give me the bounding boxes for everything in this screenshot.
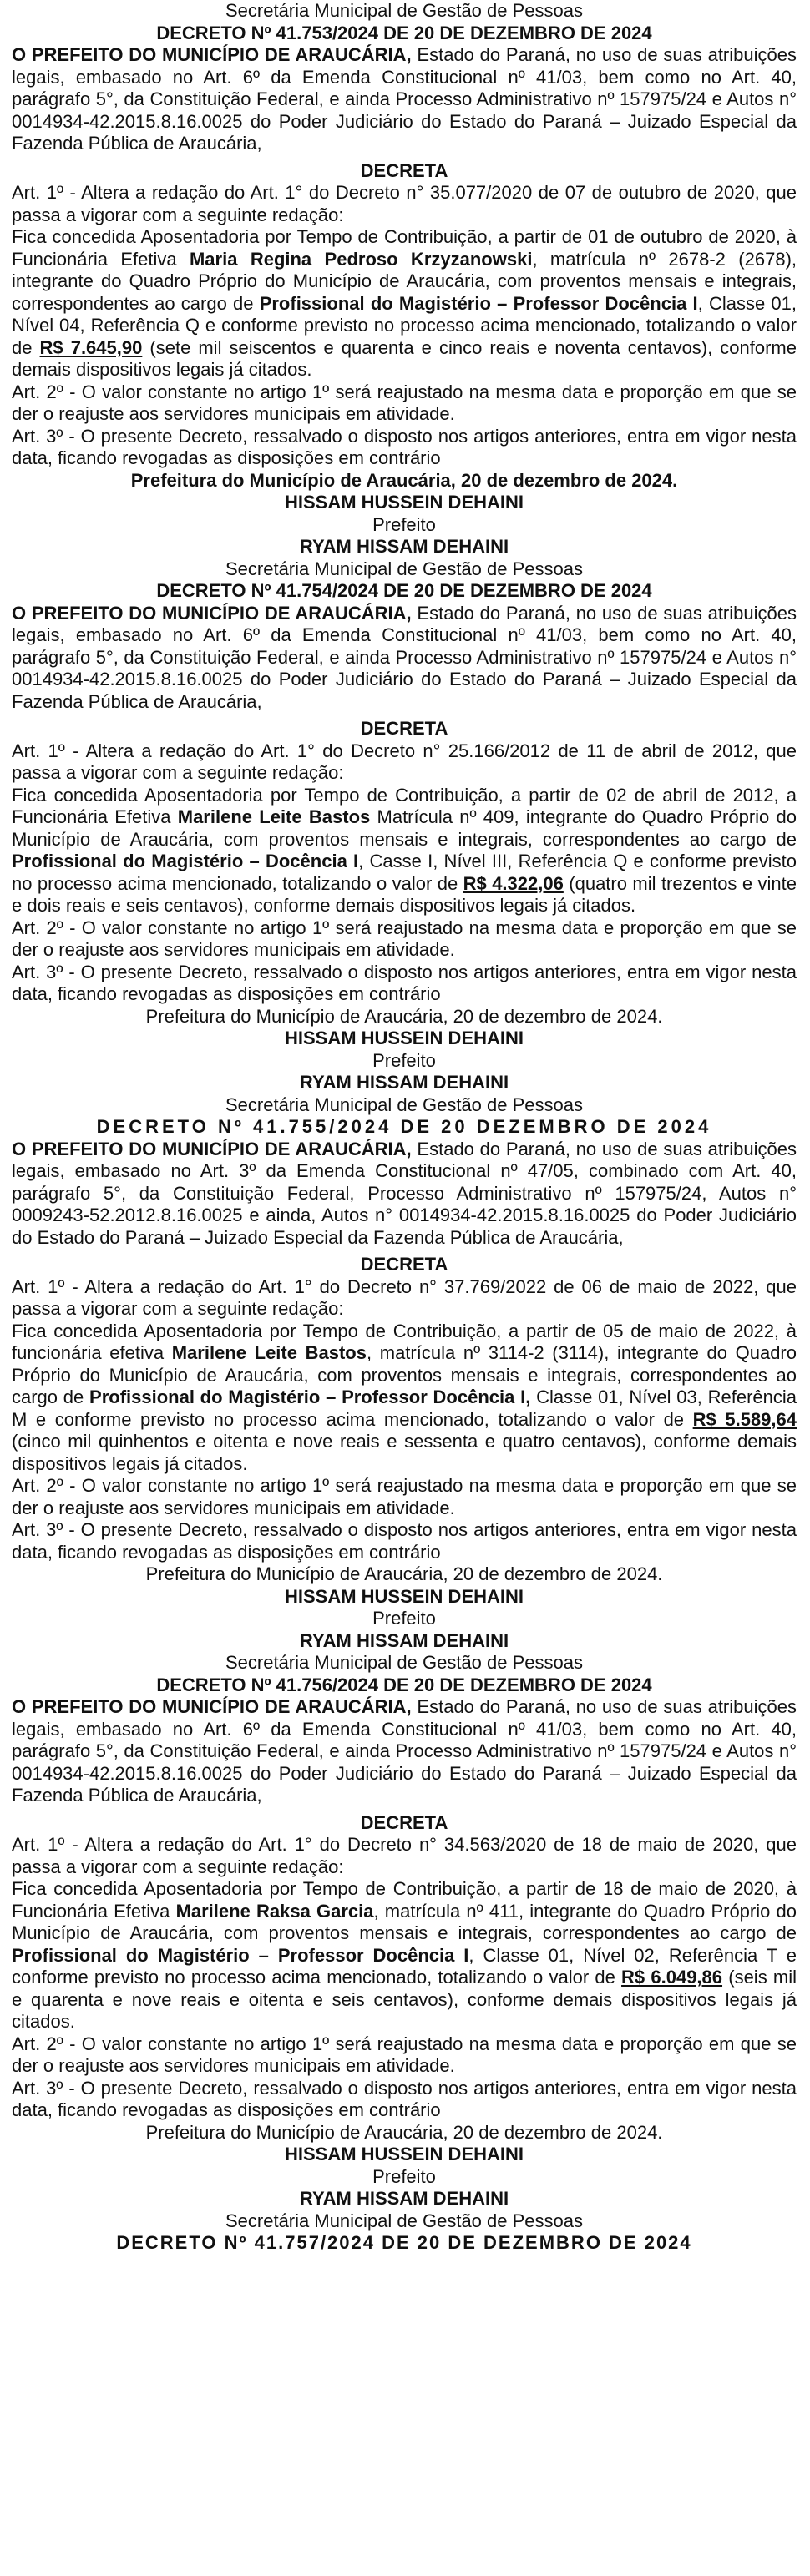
decree-next-partial	[12, 2210, 797, 2255]
article-3: Art. 3º - O presente Decreto, ressalvado o disposto nos artigos anteriores, entra em vigor nesta data, ficando revogadas as disposições em contrário	[12, 1519, 797, 1563]
body-part: Fica concedida Aposentadoria por Tempo de Contribuição, a partir de 02 de abril de 2012, a Funcionária Efetiva	[12, 784, 797, 827]
job-title: Profissional do Magistério – Professor Docência I	[12, 1944, 469, 1966]
article-1: Art. 1º - Altera a redação do Art. 1° do Decreto n° 34.563/2020 de 18 de maio de 2020, que passa a vigorar com a seguinte redação:	[12, 1834, 797, 1877]
secretary-name: RYAM HISSAM DEHAINI	[299, 536, 509, 557]
mayor-name: HISSAM HUSSEIN DEHAINI	[284, 1028, 524, 1048]
body-part: (cinco mil quinhentos e oitenta e nove reais e sessenta e quatro centavos), conforme demais dispositivos legais já citados.	[12, 1431, 797, 1474]
amount: R$ 7.645,90	[39, 336, 143, 358]
body-part: , matrícula nº 2678-2 (2678), integrante do Quadro Próprio do Município de Araucária, com proventos mensais e integrais, correspondentes ao cargo de	[12, 248, 797, 314]
decreta-heading: DECRETA	[360, 1811, 448, 1833]
article-1: Art. 1º - Altera a redação do Art. 1° do Decreto n° 35.077/2020 de 07 de outubro de 2020, que passa a vigorar com a seguinte redação:	[12, 182, 797, 225]
preamble-mayor: O PREFEITO DO MUNICÍPIO DE ARAUCÁRIA,	[12, 1138, 412, 1159]
decreta-heading: DECRETA	[360, 1254, 448, 1275]
body-part: Classe 01, Nível 03, Referência M e conforme previsto no processo acima mencionado, totalizando o valor de	[12, 1386, 797, 1430]
body-part: , Casse I, Nível III, Referência Q e conforme previsto no processo acima mencionado, totalizando o valor de	[12, 851, 797, 894]
place-date: Prefeitura do Município de Araucária, 20 de dezembro de 2024.	[145, 2121, 663, 2143]
decree-41753	[12, 0, 797, 558]
secretaria-header: Secretária Municipal de Gestão de Pessoas	[225, 1652, 583, 1673]
body-part: Fica concedida Aposentadoria por Tempo de Contribuição, a partir de 01 de outubro de 2020, à Funcionária Efetiva	[12, 226, 797, 270]
article-2: Art. 2º - O valor constante no artigo 1º será reajustado na mesma data e proporção em que se der o reajuste aos servidores municipais em atividade.	[12, 2033, 797, 2076]
preamble	[12, 44, 797, 155]
preamble-mayor: O PREFEITO DO MUNICÍPIO DE ARAUCÁRIA,	[12, 1696, 412, 1717]
article-1-body	[12, 1321, 797, 1476]
decree-title: DECRETO Nº 41.756/2024 DE 20 DE DEZEMBRO DE 2024	[156, 1674, 652, 1695]
preamble-text: Estado do Paraná, no uso de suas atribuições legais, embasado no Art. 6º da Emenda Constitucional nº 41/03, bem como no Art. 40, parágrafo 5°, da Constituição Federal, e ainda Processo Administrativo nº 157975/24 e Autos n° 0014934-42.2015.8.16.0025 do Poder Judiciário do Estado do Paraná – Juizado Especial da Fazenda Pública de Araucária,	[12, 602, 797, 712]
preamble	[12, 603, 797, 714]
body-part: Matrícula nº 409, integrante do Quadro Próprio do Município de Araucária, com proventos mensais e integrais, correspondentes ao cargo de	[12, 806, 797, 850]
article-1: Art. 1º - Altera a redação do Art. 1° do Decreto n° 37.769/2022 de 06 de maio de 2022, que passa a vigorar com a seguinte redação:	[12, 1275, 797, 1319]
preamble-mayor: O PREFEITO DO MUNICÍPIO DE ARAUCÁRIA,	[12, 602, 412, 624]
employee-name: Marilene Leite Bastos	[171, 1342, 367, 1363]
mayor-title: Prefeito	[372, 2165, 436, 2187]
secretaria-header: Secretária Municipal de Gestão de Pessoas	[225, 558, 583, 579]
body-part: (seis mil e quarenta e nove reais e oitenta e seis centavos), conforme demais dispositivos legais já citados.	[12, 1967, 797, 2032]
body-part: Fica concedida Aposentadoria por Tempo de Contribuição, a partir de 18 de maio de 2020, à Funcionária Efetiva	[12, 1878, 797, 1922]
preamble-mayor: O PREFEITO DO MUNICÍPIO DE ARAUCÁRIA,	[12, 44, 412, 65]
article-3: Art. 3º - O presente Decreto, ressalvado o disposto nos artigos anteriores, entra em vigor nesta data, ficando revogadas as disposições em contrário	[12, 425, 797, 468]
mayor-title: Prefeito	[372, 1049, 436, 1071]
decreta-heading: DECRETA	[360, 159, 448, 181]
mayor-title: Prefeito	[372, 513, 436, 535]
article-3: Art. 3º - O presente Decreto, ressalvado o disposto nos artigos anteriores, entra em vigor nesta data, ficando revogadas as disposições em contrário	[12, 961, 797, 1004]
article-1-body	[12, 1878, 797, 2033]
body-part: , Classe 01, Nível 02, Referência T e conforme previsto no processo acima mencionado, totalizando o valor de	[12, 1944, 797, 1988]
job-title: Profissional do Magistério – Professor Docência I	[259, 292, 698, 314]
amount: R$ 6.049,86	[621, 1967, 723, 1988]
decree-41756	[12, 1652, 797, 2210]
amount: R$ 5.589,64	[692, 1408, 797, 1430]
secretary-name: RYAM HISSAM DEHAINI	[299, 1629, 509, 1651]
decree-title: DECRETO Nº 41.757/2024 DE 20 DE DEZEMBRO DE 2024	[116, 2232, 692, 2253]
mayor-name: HISSAM HUSSEIN DEHAINI	[284, 2144, 524, 2164]
body-part: , matrícula nº 411, integrante do Quadro Próprio do Município de Araucária, com proventos mensais e integrais, correspondentes ao cargo de	[12, 1900, 797, 1943]
secretary-name: RYAM HISSAM DEHAINI	[299, 2188, 509, 2209]
decreta-heading: DECRETA	[360, 718, 448, 739]
decree-41754	[12, 558, 797, 1094]
secretaria-header: Secretária Municipal de Gestão de Pessoas	[225, 1094, 583, 1115]
amount: R$ 4.322,06	[463, 872, 564, 894]
place-date: Prefeitura do Município de Araucária, 20 de dezembro de 2024.	[130, 469, 678, 491]
article-2: Art. 2º - O valor constante no artigo 1º será reajustado na mesma data e proporção em que se der o reajuste aos servidores municipais em atividade.	[12, 917, 797, 960]
decree-title: DECRETO Nº 41.755/2024 DE 20 DEZEMBRO DE 2024	[96, 1116, 712, 1137]
decree-title: DECRETO Nº 41.754/2024 DE 20 DE DEZEMBRO DE 2024	[156, 580, 652, 601]
preamble	[12, 1696, 797, 1807]
body-part: , Classe 01, Nível 04, Referência Q e conforme previsto no processo acima mencionado, totalizando o valor de	[12, 292, 797, 358]
preamble	[12, 1139, 797, 1250]
secretary-name: RYAM HISSAM DEHAINI	[299, 1072, 509, 1093]
decree-title: DECRETO Nº 41.753/2024 DE 20 DE DEZEMBRO DE 2024	[156, 22, 652, 43]
secretaria-header: Secretária Municipal de Gestão de Pessoas	[225, 2210, 583, 2231]
employee-name: Marilene Leite Bastos	[177, 806, 371, 827]
employee-name: Maria Regina Pedroso Krzyzanowski	[189, 248, 533, 270]
place-date: Prefeitura do Município de Araucária, 20 de dezembro de 2024.	[145, 1005, 663, 1027]
article-2: Art. 2º - O valor constante no artigo 1º será reajustado na mesma data e proporção em que se der o reajuste aos servidores municipais em atividade.	[12, 381, 797, 424]
body-part: Fica concedida Aposentadoria por Tempo de Contribuição, a partir de 05 de maio de 2022, à funcionária efetiva	[12, 1320, 797, 1363]
article-2: Art. 2º - O valor constante no artigo 1º será reajustado na mesma data e proporção em que se der o reajuste aos servidores municipais em atividade.	[12, 1475, 797, 1518]
article-1-body	[12, 785, 797, 917]
mayor-title: Prefeito	[372, 1608, 436, 1629]
preamble-text: Estado do Paraná, no uso de suas atribuições legais, embasado no Art. 6º da Emenda Constitucional nº 41/03, bem como no Art. 40, parágrafo 5°, da Constituição Federal, e ainda Processo Administrativo nº 157975/24 e Autos n° 0014934-42.2015.8.16.0025 do Poder Judiciário do Estado do Paraná – Juizado Especial da Fazenda Pública de Araucária,	[12, 1696, 797, 1806]
body-part: (quatro mil trezentos e vinte e dois reais e seis centavos), conforme demais dispositivos legais já citados.	[12, 872, 797, 916]
preamble-text: Estado do Paraná, no uso de suas atribuições legais, embasado no Art. 6º da Emenda Constitucional nº 41/03, bem como no Art. 40, parágrafo 5°, da Constituição Federal, e ainda Processo Administrativo nº 157975/24 e Autos n° 0014934-42.2015.8.16.0025 do Poder Judiciário do Estado do Paraná – Juizado Especial da Fazenda Pública de Araucária,	[12, 44, 797, 154]
article-3: Art. 3º - O presente Decreto, ressalvado o disposto nos artigos anteriores, entra em vigor nesta data, ficando revogadas as disposições em contrário	[12, 2077, 797, 2120]
article-1-body	[12, 226, 797, 381]
decree-41755	[12, 1094, 797, 1653]
place-date: Prefeitura do Município de Araucária, 20 de dezembro de 2024.	[145, 1563, 663, 1584]
job-title: Profissional do Magistério – Professor Docência I,	[89, 1386, 531, 1407]
preamble-text: Estado do Paraná, no uso de suas atribuições legais, embasado no Art. 3º da Emenda Constitucional nº 47/05, combinado com Art. 40, parágrafo 5°, da Constituição Federal, Processo Administrativo nº 157975/24, Autos n° 0009243-52.2012.8.16.0025 e ainda, Autos n° 0014934-42.2015.8.16.0025 do Poder Judiciário do Estado do Paraná – Juizado Especial da Fazenda Pública de Araucária,	[12, 1138, 797, 1248]
mayor-name: HISSAM HUSSEIN DEHAINI	[284, 1585, 524, 1607]
employee-name: Marilene Raksa Garcia	[175, 1900, 374, 1922]
job-title: Profissional do Magistério – Docência I	[12, 851, 359, 871]
article-1: Art. 1º - Altera a redação do Art. 1° do Decreto n° 25.166/2012 de 11 de abril de 2012, que passa a vigorar com a seguinte redação:	[12, 740, 797, 783]
mayor-name: HISSAM HUSSEIN DEHAINI	[284, 492, 524, 513]
body-part: (sete mil seiscentos e quarenta e cinco reais e noventa centavos), conforme demais dispositivos legais já citados.	[12, 336, 797, 380]
body-part: , matrícula nº 3114-2 (3114), integrante do Quadro Próprio do Município de Araucária, com proventos mensais e integrais, correspondentes ao cargo de	[12, 1342, 797, 1407]
secretaria-header: Secretária Municipal de Gestão de Pessoas	[225, 0, 583, 21]
